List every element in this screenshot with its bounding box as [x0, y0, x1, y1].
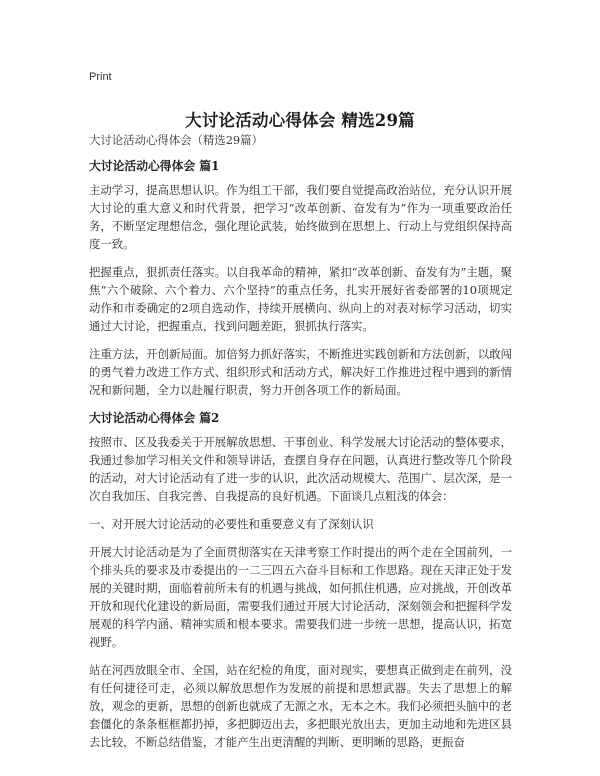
paragraph: 按照市、区及我委关于开展解放思想、干事创业、科学发展大讨论活动的整体要求，我通过参加学习相关文件和领导讲话，查摆自身存在问题，认真进行整改等几个阶段的活动，对大讨论活动有了进一步的认识，此次活动规模大、范围广、层次深，是一次自我加压、自我完善、自我提高的良好机遇。下面谈几点粗浅的体会：: [89, 435, 512, 503]
paragraph: 站在河西放眼全市、全国，站在纪检的角度，面对现实，要想真正做到走在前列，没有任何捷径可走，必须以解放思想作为发展的前提和思想武器。失去了思想上的解放，观念的更新，思想的创新也就成了无源之水，无本之木。我们必须把头脑中的老套僵化的条条框框都扔掉，多把脚迈出去，多把眼光放出去，更加主动地和先进区县去比较，不断总结借鉴，才能产生出更清醒的判断、更明晰的思路，更振奋: [89, 663, 512, 749]
paragraph: 开展大讨论活动是为了全面贯彻落实在天津考察工作时提出的两个走在全国前列，一个排头兵的要求及市委提出的一二三四五六奋斗目标和工作思路。现在天津正处于发展的关键时期，面临着前所未有的机遇与挑战，如何抓住机遇，应对挑战，开创改革开放和现代化建设的新局面，需要我们通过开展大讨论活动，深刻领会和把握科学发展观的科学内涵、精神实质和根本要求。需要我们进一步统一思想，提高认识，拓宽视野。: [89, 545, 512, 649]
section-heading: 大讨论活动心得体会 篇1: [89, 159, 220, 173]
section-2: [89, 409, 512, 751]
section-1: [89, 157, 512, 399]
paragraph: 注重方法，开创新局面。加倍努力抓好落实，不断推进实践创新和方法创新，以敢闯的勇气着力改进工作方式、组织形式和活动方式，解决好工作推进过程中遇到的新情况和新问题，全力以赴履行职责，努力开创各项工作的新局面。: [89, 347, 512, 397]
section-subheading: 一、对开展大讨论活动的必要性和重要意义有了深刻认识: [89, 517, 374, 531]
print-link[interactable]: Print: [89, 71, 112, 83]
document-body: [89, 131, 512, 761]
paragraph: 主动学习，提高思想认识。作为组工干部，我们要自觉提高政治站位，充分认识开展大讨论的重大意义和时代背景，把学习“改革创新、奋发有为”作为一项重要政治任务，不断坚定理想信念，强化理论武装，始终做到在思想上、行动上与党组织保持高度一致。: [89, 183, 512, 251]
section-heading: 大讨论活动心得体会 篇2: [89, 411, 220, 425]
document-title: 大讨论活动心得体会 精选29篇: [185, 111, 415, 131]
paragraph: 把握重点，狠抓责任落实。以自我革命的精神，紧扣“改革创新、奋发有为”主题，聚焦“六个破除、六个着力、六个坚持”的重点任务，扎实开展好省委部署的10项规定动作和市委确定的2项自选动作，持续开展横向、纵向上的对表对标学习活动，切实通过大讨论，把握重点，找到问题差距，狠抓执行落实。: [89, 265, 512, 333]
document-subtitle: 大讨论活动心得体会（精选29篇）: [89, 133, 263, 147]
